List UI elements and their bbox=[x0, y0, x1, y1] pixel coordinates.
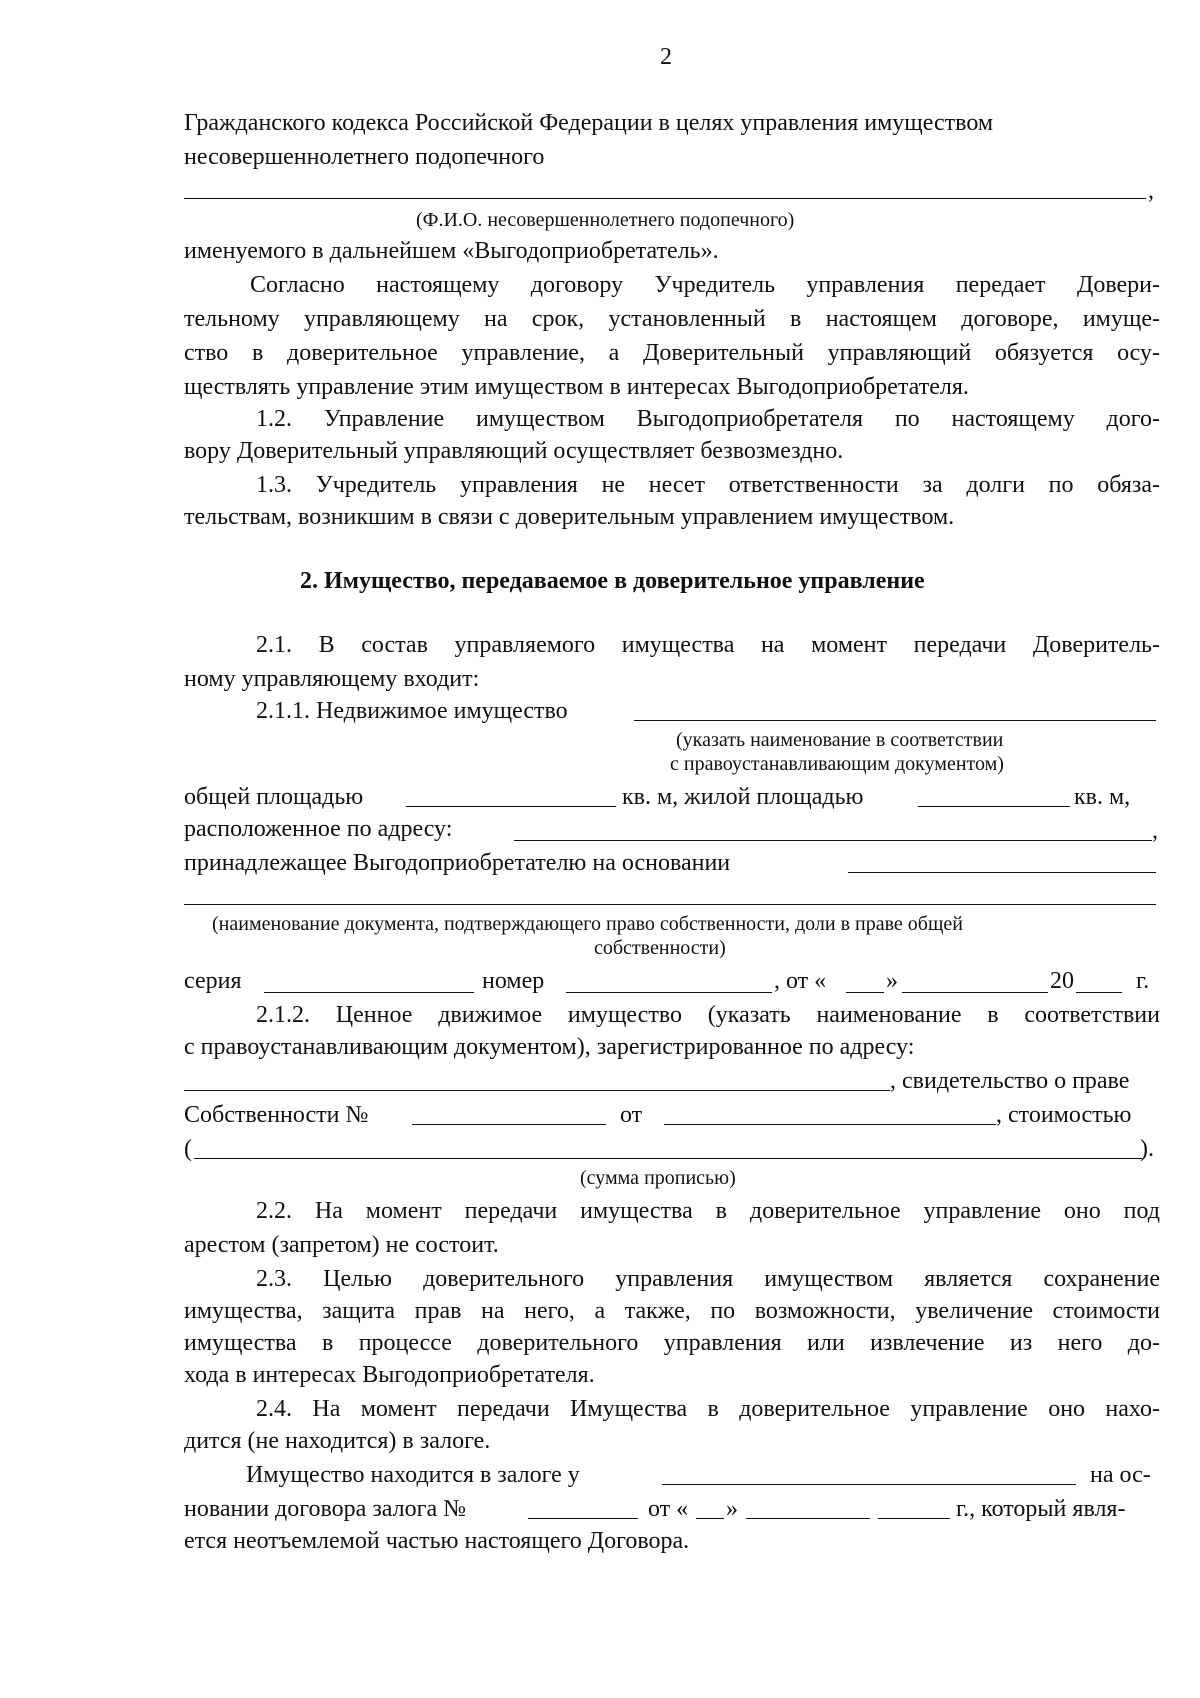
fill-in-blank-ownership-basis bbox=[848, 872, 1156, 873]
text-line: г., который явля- bbox=[956, 1496, 1126, 1522]
fill-in-blank-pledge-number bbox=[528, 1518, 638, 1519]
fill-in-blank-address bbox=[514, 840, 1152, 841]
fill-in-blank-day bbox=[846, 992, 884, 993]
caption-property-name: с правоустанавливающим документом) bbox=[670, 753, 1004, 775]
caption-property-name: (указать наименование в соответствии bbox=[676, 729, 1004, 751]
text-line: Согласно настоящему договору Учредитель управления передает Довери- bbox=[250, 272, 1160, 298]
fill-in-blank-month bbox=[902, 992, 1048, 993]
text-line: кв. м, жилой площадью bbox=[622, 784, 864, 810]
text-line: , свидетельство о праве bbox=[890, 1068, 1130, 1094]
text-line: ется неотъемлемой частью настоящего Договора. bbox=[184, 1528, 690, 1554]
text-line: 1.2. Управление имуществом Выгодоприобретателя по настоящему дого- bbox=[256, 406, 1160, 432]
text-line: 2.4. На момент передачи Имущества в доверительное управление оно нахо- bbox=[256, 1396, 1160, 1422]
text-line: 2.2. На момент передачи имущества в доверительное управление оно под bbox=[256, 1198, 1160, 1224]
fill-in-blank-certificate-date bbox=[664, 1124, 996, 1125]
punctuation: ( bbox=[184, 1136, 192, 1162]
fill-in-blank-pledge-year bbox=[878, 1518, 950, 1519]
fill-in-blank-pledge-day bbox=[696, 1518, 724, 1519]
text-line: тельствам, возникшим в связи с доверительным управлением имуществом. bbox=[184, 504, 955, 530]
text-line: кв. м, bbox=[1074, 784, 1131, 810]
fill-in-blank-living-area bbox=[918, 806, 1070, 807]
text-line: расположенное по адресу: bbox=[184, 816, 453, 842]
fill-in-blank-ownership-document bbox=[184, 904, 1156, 905]
fill-in-blank-year bbox=[1076, 992, 1122, 993]
text-line: г. bbox=[1136, 968, 1150, 994]
text-line: тельному управляющему на срок, установленный в настоящем договоре, имуще- bbox=[184, 306, 1160, 332]
caption-document: (наименование документа, подтверждающего право собственности, доли в праве общей bbox=[212, 913, 963, 935]
text-line: с правоустанавливающим документом), зарегистрированное по адресу: bbox=[184, 1034, 915, 1060]
text-line: , от « bbox=[774, 968, 827, 994]
text-line: арестом (запретом) не состоит. bbox=[184, 1232, 499, 1258]
text-line: , стоимостью bbox=[996, 1102, 1132, 1128]
text-line: именуемого в дальнейшем «Выгодоприобретатель». bbox=[184, 238, 719, 264]
text-line: серия bbox=[184, 968, 242, 994]
section-heading: 2. Имущество, передаваемое в доверительное управление bbox=[300, 568, 925, 594]
fill-in-blank-pledge-month bbox=[746, 1518, 870, 1519]
fill-in-blank-certificate-number bbox=[412, 1124, 606, 1125]
fill-in-blank-registration-address bbox=[184, 1090, 890, 1091]
text-line: хода в интересах Выгодоприобретателя. bbox=[184, 1362, 595, 1388]
fill-in-blank-value-in-words bbox=[194, 1158, 1142, 1159]
text-line: ществлять управление этим имуществом в интересах Выгодоприобретателя. bbox=[184, 374, 969, 400]
fill-in-blank-number bbox=[566, 992, 772, 993]
text-line: 2.1.1. Недвижимое имущество bbox=[256, 698, 568, 724]
text-line: » bbox=[886, 968, 898, 994]
text-line: общей площадью bbox=[184, 784, 364, 810]
punctuation: ). bbox=[1140, 1136, 1154, 1162]
fill-in-blank-pledgee bbox=[662, 1484, 1076, 1485]
text-line: 2.1. В состав управляемого имущества на момент передачи Доверитель- bbox=[256, 632, 1160, 658]
fill-in-blank-total-area bbox=[406, 806, 616, 807]
punctuation: , bbox=[1152, 818, 1158, 844]
text-line: Имущество находится в залоге у bbox=[246, 1462, 580, 1488]
text-line: 2.1.2. Ценное движимое имущество (указать наименование в соответствии bbox=[256, 1002, 1160, 1028]
text-line: на ос- bbox=[1090, 1462, 1151, 1488]
text-line: 1.3. Учредитель управления не несет ответственности за долги по обяза- bbox=[256, 472, 1160, 498]
text-line: Гражданского кодекса Российской Федерации в целях управления имуществом bbox=[184, 110, 994, 136]
caption-fio: (Ф.И.О. несовершеннолетнего подопечного) bbox=[416, 209, 795, 231]
caption-sum: (сумма прописью) bbox=[580, 1167, 736, 1189]
fill-in-blank-series bbox=[264, 992, 474, 993]
punctuation: , bbox=[1148, 178, 1154, 204]
text-line: дится (не находится) в залоге. bbox=[184, 1428, 491, 1454]
text-line: » bbox=[726, 1496, 738, 1522]
text-line: имущества в процессе доверительного управления или извлечение из него до- bbox=[184, 1330, 1160, 1356]
fill-in-blank-property-name bbox=[634, 720, 1156, 721]
text-line: 2.3. Целью доверительного управления имуществом является сохранение bbox=[256, 1266, 1160, 1292]
text-line: от « bbox=[648, 1496, 689, 1522]
fill-in-blank-ward-name bbox=[184, 198, 1146, 199]
caption-document: собственности) bbox=[594, 937, 726, 959]
text-line: ство в доверительное управление, а Доверительный управляющий обязуется осу- bbox=[184, 340, 1160, 366]
text-line: несовершеннолетнего подопечного bbox=[184, 144, 545, 170]
text-line: имущества, защита прав на него, а также, по возможности, увеличение стоимости bbox=[184, 1298, 1160, 1324]
text-line: Собственности № bbox=[184, 1102, 369, 1128]
text-line: номер bbox=[482, 968, 545, 994]
text-line: вору Доверительный управляющий осуществляет безвозмездно. bbox=[184, 438, 844, 464]
text-line: принадлежащее Выгодоприобретателю на основании bbox=[184, 850, 731, 876]
text-line: 20 bbox=[1050, 968, 1074, 994]
page-number: 2 bbox=[660, 44, 672, 70]
text-line: новании договора залога № bbox=[184, 1496, 467, 1522]
text-line: ному управляющему входит: bbox=[184, 666, 480, 692]
text-line: от bbox=[620, 1102, 643, 1128]
